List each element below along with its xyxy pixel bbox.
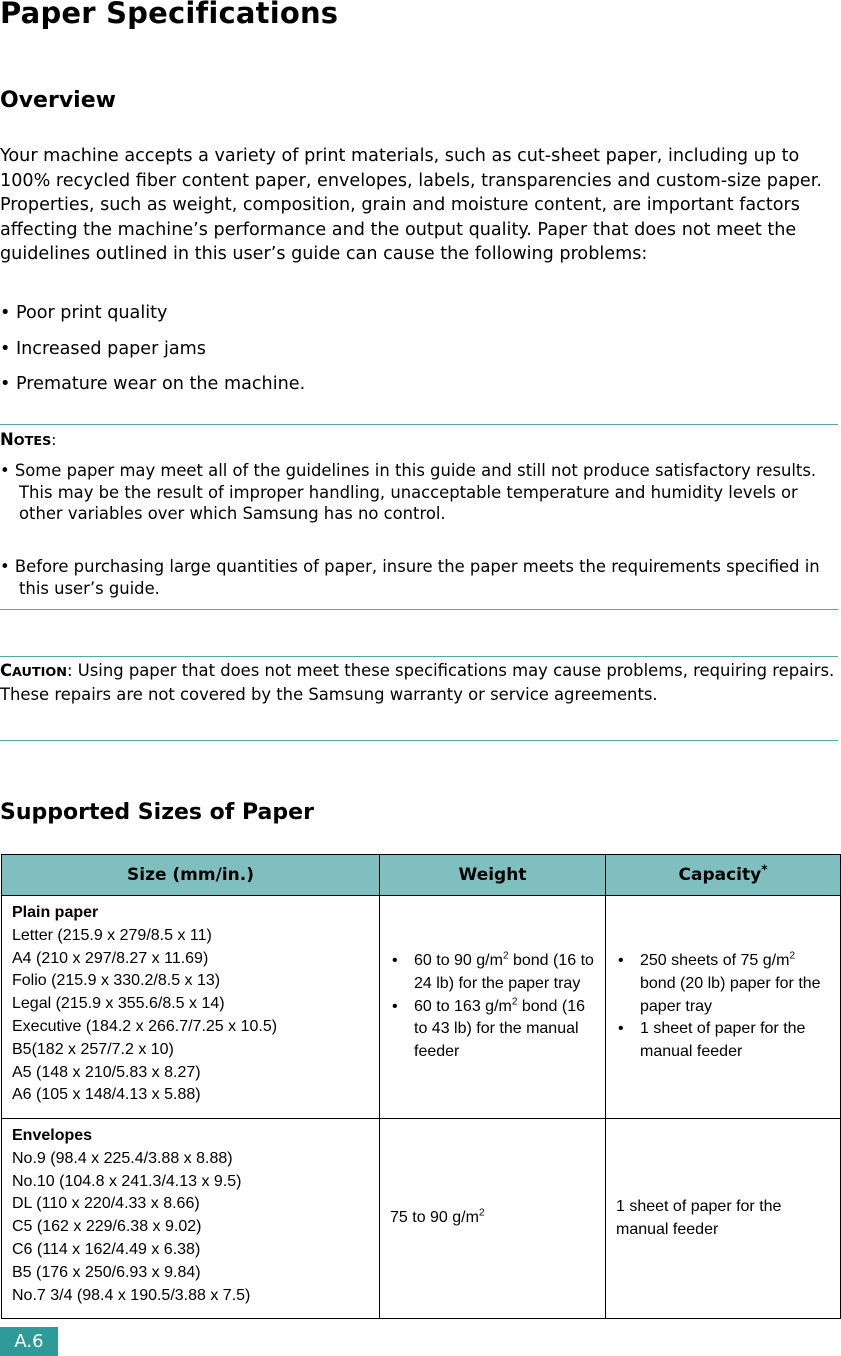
size-item: No.7 3/4 (98.4 x 190.5/3.88 x 7.5) [12,1286,251,1304]
size-item: Letter (215.9 x 279/8.5 x 11) [12,926,212,944]
weight-item: • 60 to 90 $g/m^2$ bond (16 to 24 lb) for the paper tray [390,950,595,996]
overview-heading: Overview [0,88,116,113]
header-size: Size (mm/in.) [2,855,380,896]
notes-bottom-divider [0,609,838,610]
table-header-row [2,855,841,896]
size-item: C5 (162 x 229/6.38 x 9.02) [12,1218,202,1236]
header-capacity: Capacity* [606,855,841,896]
note-item: • Before purchasing large quantities of paper, insure the paper meets the requirements specified in this user’s guide. [0,557,820,598]
problem-item: • Increased paper jams [0,339,206,359]
size-item: B5(182 x 257/7.2 x 10) [12,1040,174,1058]
envelopes-label: Envelopes [12,1127,93,1144]
paper-sizes-table [1,854,841,1319]
header-weight: Weight [380,855,606,896]
weight-item: • 60 to 163 $g/m^2$ bond (16 to 43 lb) for the manual feeder [390,996,595,1064]
problem-item: • Premature wear on the machine. [0,374,306,394]
caution-text: CAUTION: Using paper that does not meet these specifications may cause problems, requiring repairs. These repairs are not covered by the Samsung warranty or service agreements. [0,661,835,704]
size-item: Executive (184.2 x 266.7/7.25 x 10.5) [12,1017,278,1035]
page-title: Paper Specifications [0,0,339,30]
size-item: No.10 (104.8 x 241.3/4.13 x 9.5) [12,1172,242,1190]
plain-capacity-cell [606,896,841,1119]
plain-paper-label: Plain paper [12,904,99,921]
size-item: A5 (148 x 210/5.83 x 8.27) [12,1063,201,1081]
notes-top-divider [0,424,838,425]
size-item: A4 (210 x 297/8.27 x 11.69) [12,949,209,967]
envelope-capacity-cell: 1 sheet of paper for the manual feeder [606,1119,841,1319]
caution-top-divider [0,656,838,657]
envelope-size-cell [2,1119,380,1319]
size-item: B5 (176 x 250/6.93 x 9.84) [12,1263,201,1281]
size-item: DL (110 x 220/4.33 x 8.66) [12,1195,200,1213]
table-row-envelopes [2,1119,841,1319]
note-item: • Some paper may meet all of the guidelines in this guide and still not produce satisfactory results. This may be the result of improper handling, unacceptable temperature and humidity levels or other variables over which Samsung has no control. [0,461,817,523]
size-item: No.9 (98.4 x 225.4/3.88 x 8.88) [12,1149,233,1167]
size-item: C6 (114 x 162/4.49 x 6.38) [12,1240,201,1258]
capacity-item: • 1 sheet of paper for the manual feeder [616,1018,830,1064]
caution-bottom-divider [0,740,838,741]
size-item: Folio (215.9 x 330.2/8.5 x 13) [12,972,221,990]
size-item: A6 (105 x 148/4.13 x 5.88) [12,1086,201,1104]
problem-item: • Poor print quality [0,303,168,323]
capacity-item: • 250 sheets of 75 $g/m^2$ bond (20 lb) paper for the paper tray [616,950,830,1018]
supported-sizes-heading: Supported Sizes of Paper [0,800,314,825]
overview-paragraph: Your machine accepts a variety of print materials, such as cut-sheet paper, including up to 100% recycled fiber content paper, envelopes, labels, transparencies and custom-size paper. Properties, such as weight, composition, grain and moisture content, are important factors affecting the machine’s performance and the output quality. Paper that does not meet the guidelines outlined in this user’s guide can cause the following problems: [0,146,822,264]
size-item: Legal (215.9 x 355.6/8.5 x 14) [12,995,225,1013]
notes-label: NOTES: [0,430,57,449]
envelope-weight-cell: 75 to 90 $g/m^2$ [380,1119,606,1319]
plain-weight-cell [380,896,606,1119]
plain-size-cell [2,896,380,1119]
table-row-plain-paper [2,896,841,1119]
page-number-tab: A.6 [0,1327,58,1356]
